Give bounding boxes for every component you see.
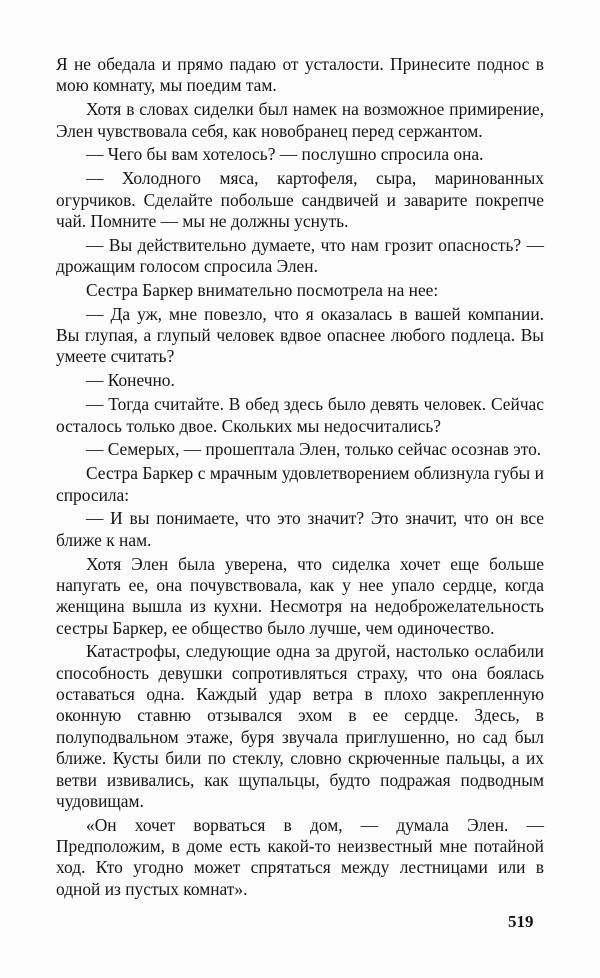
paragraph: — Чего бы вам хотелось? — послушно спросила она.: [86, 144, 484, 165]
paragraph: Катастрофы, следующие одна за другой, настолько ослабили способность девушки сопротивляться страху, что она боялась оставаться одна. Каждый удар ветра в плохо закрепленную оконную ставню отзывался эхом в ее сердце. Здесь, в полуподвальном этаже, буря звучала приглушенно, но сад был ближе. Кусты били по стеклу, словно скрюченные пальцы, а их ветви извивались, как щупальцы, будто подражая подводным чудовищам.: [56, 641, 544, 811]
paragraph: — Семерых, — прошептала Элен, только сейчас осознав это.: [86, 439, 542, 460]
paragraph: Хотя Элен была уверена, что сиделка хочет еще больше напугать ее, она почувствовала, как у нее упало сердце, когда женщина вышла из кухни. Несмотря на недоброжелательность сестры Баркер, ее общество было лучше, чем одиночество.: [56, 553, 544, 638]
paragraph: Сестра Баркер внимательно посмотрела на нее:: [86, 279, 439, 300]
paragraph: Сестра Баркер с мрачным удовлетворением облизнула губы и спросила:: [56, 463, 544, 505]
paragraph: — Да уж, мне повезло, что я оказалась в вашей компании. Вы глупая, а глупый человек вдвое опаснее любого подлеца. Вы умеете считать?: [56, 303, 544, 367]
paragraph: Я не обедала и прямо падаю от усталости. Принесите поднос в мою комнату, мы поедим там.: [56, 54, 544, 96]
paragraph: «Он хочет ворваться в дом, — думала Элен. — Предположим, в доме есть какой-то неизвестный мне потайной ход. Кто угодно может спрятаться между лестницами или в одной из пустых комнат».: [56, 814, 544, 899]
paragraph: Хотя в словах сиделки был намек на возможное примирение, Элен чувствовала себя, как новобранец перед сержантом.: [56, 99, 544, 141]
body-text: [56, 54, 544, 903]
page-number: 519: [508, 912, 534, 931]
paragraph: — И вы понимаете, что это значит? Это значит, что он все ближе к нам.: [56, 508, 544, 550]
paragraph: — Вы действительно думаете, что нам грозит опасность? — дрожащим голосом спросила Элен.: [56, 234, 544, 277]
paragraph: — Тогда считайте. В обед здесь было девять человек. Сейчас осталось только двое. Скольких мы недосчитались?: [56, 394, 544, 436]
paragraph: — Холодного мяса, картофеля, сыра, маринованных огурчиков. Сделайте побольше сандвичей и заварите покрепче чай. Помните — мы не должны уснуть.: [56, 168, 544, 231]
paragraph: — Конечно.: [86, 370, 175, 391]
